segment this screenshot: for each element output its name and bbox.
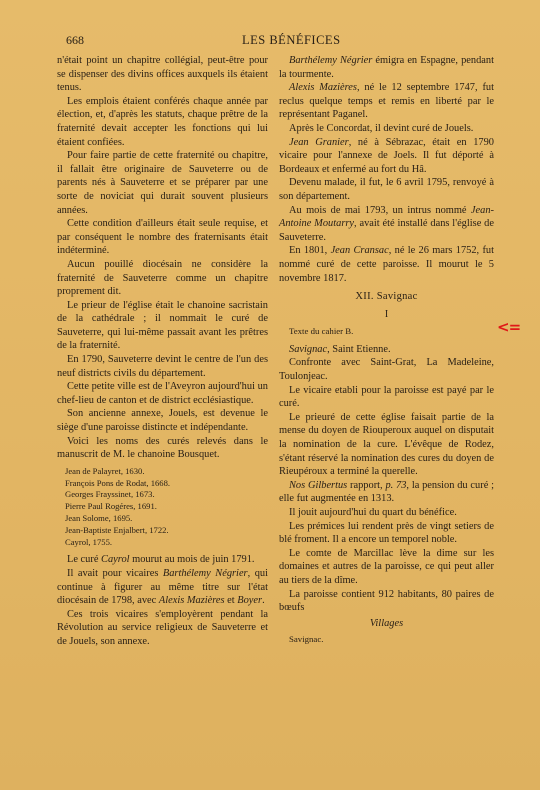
paragraph: En 1801, Jean Cransac, né le 26 mars 1752, fut nommé curé de cette paroisse. Il mourut le 5 novembre 1817. — [279, 245, 495, 284]
list-item: Georges Frayssinet, 1673. — [65, 489, 155, 500]
paragraph: Jean Granier, né à Sébrazac, était en 1790 vicaire pour l'annexe de Joels. Il fut déporté à Bordeaux et enfermé au fort du Hâ. — [279, 136, 494, 175]
paragraph: Cette condition d'ailleurs était seule requise, et par conséquent le nombre des fraternisants était indéterminé. — [57, 218, 268, 257]
paragraph: Cette petite ville est de l'Aveyron aujourd'hui un chef-lieu de canton et de district ecclésiastique. — [57, 381, 268, 406]
paragraph: Ces trois vicaires s'employèrent pendant la Révolution au service religieux de Sauveterre et de Jouels, son annexe. — [57, 608, 268, 647]
paragraph: Il jouit aujourd'hui du quart du bénéfice. — [289, 507, 457, 518]
running-title: LES BÉNÉFICES — [242, 33, 341, 47]
list-item: Jean-Baptiste Enjalbert, 1722. — [65, 524, 169, 535]
paragraph: Barthélemy Négrier émigra en Espagne, pendant la tourmente. — [279, 55, 494, 80]
list-item: Jean de Palayret, 1630. — [65, 465, 145, 476]
paragraph: Aucun pouillé diocésain ne considère la fraternité de Sauveterre comme un chapitre proprement dit. — [57, 258, 268, 298]
paragraph: Nos Gilbertus rapport, p. 73, la pension du curé ; elle fut augmentée en 1313. — [279, 479, 494, 505]
list-item: Jean Solome, 1695. — [65, 513, 133, 523]
paragraph: Le comte de Marcillac lève la dime sur les domaines et autres de la paroisse, ce qui peut aller au tiers de la dîme. — [279, 547, 494, 586]
paragraph: Le prieur de l'église était le chanoine sacristain de la cathédrale ; il nommait le curé de Sauveterre, qui lui-même passait avant les prêtres de la fraternité. — [57, 299, 268, 352]
list-item: Cayrol, 1755. — [65, 536, 113, 547]
paragraph: Le curé Cayrol mourut au mois de juin 1791. — [67, 554, 255, 566]
paragraph: La paroisse contient 912 habitants, 80 paires de bœufs — [279, 588, 494, 614]
paragraph: En 1790, Sauveterre devint le centre de l'un des neuf districts civils du département. — [57, 354, 268, 379]
cure-list — [65, 466, 268, 549]
arrow-left-icon: <= — [497, 318, 521, 336]
paragraph: Alexis Mazières, né le 12 septembre 1747, fut reclus quelque temps et remis en liberté par le représentant Paganel. — [279, 82, 494, 121]
paragraph: Les emplois étaient conférés chaque année par élection, et, d'après les statuts, chaque prêtre de la fraternité devait accepter les fonctions qui lui étaient confiées. — [57, 95, 268, 148]
paragraph: Les prémices lui rendent près de vingt setiers de blé froment. Il a encore un temporel noble. — [279, 520, 494, 546]
paragraph: Le prieuré de cette église faisait partie de la mense du doyen de Riouperoux auquel on disputait la nomination de la cure. L'évêque de Rodez, s'étant réservé la nomination des cures du doyen de Rieupéroux a terminé la querelle. — [279, 411, 494, 478]
page-number: 668 — [66, 33, 84, 47]
paragraph: Son ancienne annexe, Jouels, est devenue le siège d'une paroisse distincte et indépendante. — [57, 408, 268, 434]
paragraph: Savignac, Saint Etienne. — [289, 343, 391, 355]
right-column — [279, 54, 494, 647]
section-number: I — [384, 308, 389, 320]
paragraph: Devenu malade, il fut, le 6 avril 1795, renvoyé à son département. — [279, 177, 494, 202]
paragraph: Confronte avec Saint-Grat, La Madeleine, Toulonjeac. — [279, 357, 494, 383]
paragraph: Voici les noms des curés relevés dans le manuscrit de M. le chanoine Bousquet. — [57, 435, 268, 461]
source-note: Texte du cahier B. — [289, 326, 354, 337]
villages-heading: Villages — [369, 617, 404, 629]
village-item: Savignac. — [289, 634, 324, 645]
left-column — [57, 54, 268, 649]
paragraph: Il avait pour vicaires Barthélemy Négrier, qui continue à figurer au même titre sur l'état diocésain de 1798, avec Alexis Mazières et Boyer. — [57, 567, 268, 607]
paragraph: Après le Concordat, il devint curé de Jouels. — [289, 122, 474, 134]
section-title: XII. Savignac — [355, 291, 418, 303]
list-item: François Pons de Rodat, 1668. — [65, 477, 171, 488]
paragraph: n'était point un chapitre collégial, peut-être pour se dispenser des divins offices auxquels ils étaient tenus. — [57, 55, 268, 94]
paragraph: Pour faire partie de cette fraternité ou chapitre, il fallait être originaire de Sauveterre ou de parents nés à Sauveterre et se préparer par une sorte de noviciat qui durait souvent plusieurs années. — [57, 150, 268, 216]
paragraph: Le vicaire etabli pour la paroisse est payé par le curé. — [279, 384, 494, 410]
list-item: Pierre Paul Rogéres, 1691. — [65, 501, 157, 512]
paragraph: Au mois de mai 1793, un intrus nommé Jean-Antoine Moutarry, avait été installé dans l'église de Sauveterre. — [279, 204, 494, 243]
